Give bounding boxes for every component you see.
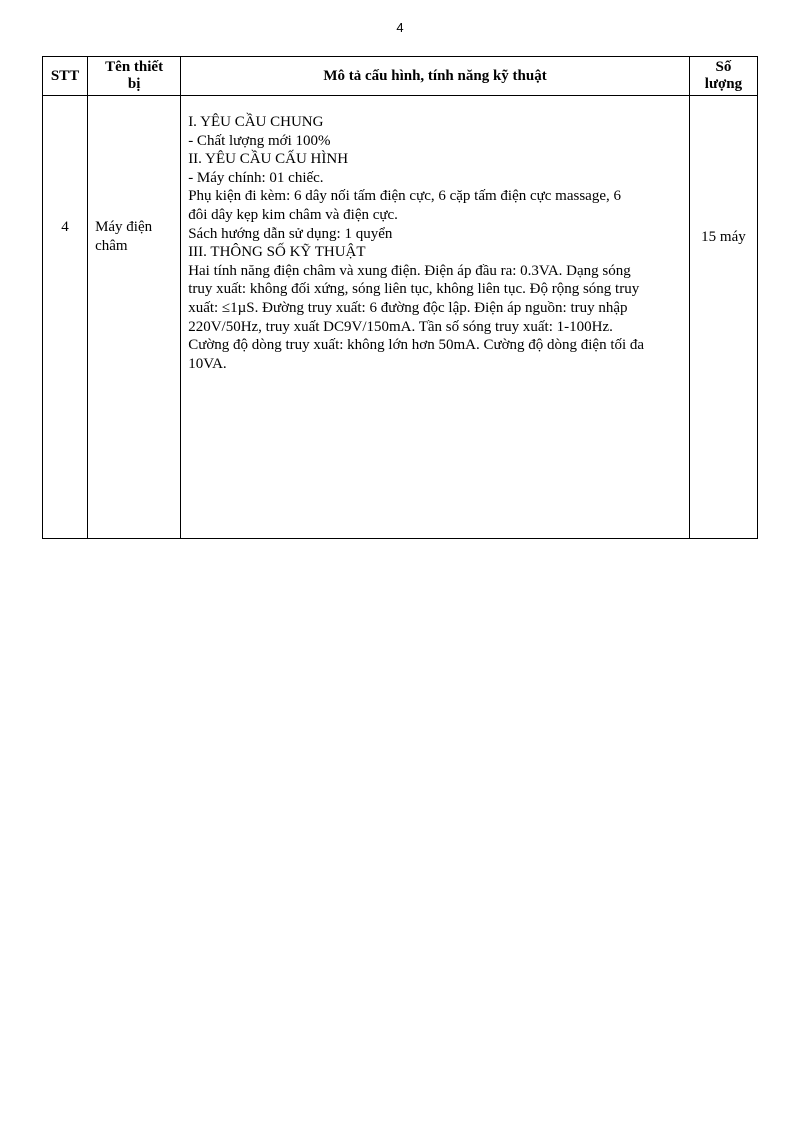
cell-stt <box>43 96 88 539</box>
table-row <box>43 96 758 539</box>
header-quantity-line1: Số <box>715 59 732 75</box>
desc-line-3: II. YÊU CẦU CẤU HÌNH <box>188 151 349 168</box>
header-name-line2: bị <box>127 76 141 92</box>
header-description <box>181 57 690 96</box>
desc-line-1: I. YÊU CẦU CHUNG <box>188 114 324 130</box>
equipment-spec-table <box>42 56 758 539</box>
header-stt <box>43 57 88 96</box>
cell-equipment-name <box>88 96 181 539</box>
cell-description <box>181 96 690 539</box>
desc-line-8: III. THÔNG SỐ KỸ THUẬT <box>188 244 366 261</box>
table-header-row <box>43 57 758 96</box>
header-name-line1: Tên thiết <box>105 59 164 75</box>
row-stt-value: 4 <box>61 219 69 235</box>
header-quantity-line2: lượng <box>704 76 743 92</box>
cell-quantity <box>689 96 757 539</box>
row-name-line2: châm <box>95 237 128 254</box>
desc-line-9: Hai tính năng điện châm và xung điện. Điện áp đầu ra: 0.3VA. Dạng sóng <box>188 262 631 279</box>
row-name-line1: Máy điện <box>95 219 153 235</box>
row-quantity-value: 15 máy <box>701 229 746 245</box>
desc-line-7: Sách hướng dẫn sử dụng: 1 quyển <box>188 225 393 242</box>
desc-line-5: Phụ kiện đi kèm: 6 dây nối tấm điện cực, 6 cặp tấm điện cực massage, 6 <box>188 188 621 205</box>
header-quantity <box>689 57 757 96</box>
desc-line-2: - Chất lượng mới 100% <box>188 132 331 149</box>
desc-line-6: đôi dây kẹp kim châm và điện cực. <box>188 206 398 223</box>
header-description-label: Mô tả cấu hình, tính năng kỹ thuật <box>323 67 547 84</box>
desc-line-4: - Máy chính: 01 chiếc. <box>188 169 324 186</box>
header-equipment-name <box>88 57 181 96</box>
page-number: 4 <box>396 20 404 35</box>
desc-line-10: truy xuất: không đối xứng, sóng liên tục, không liên tục. Độ rộng sóng truy <box>188 281 640 298</box>
desc-line-13: Cường độ dòng truy xuất: không lớn hơn 50mA. Cường độ dòng điện tối đa <box>188 337 645 354</box>
desc-line-12: 220V/50Hz, truy xuất DC9V/150mA. Tần số sóng truy xuất: 1-100Hz. <box>188 318 613 335</box>
header-stt-label: STT <box>50 67 80 84</box>
desc-line-11: xuất: ≤1µS. Đường truy xuất: 6 đường độc lập. Điện áp nguồn: truy nhập <box>188 299 628 316</box>
desc-line-14: 10VA. <box>188 355 227 372</box>
